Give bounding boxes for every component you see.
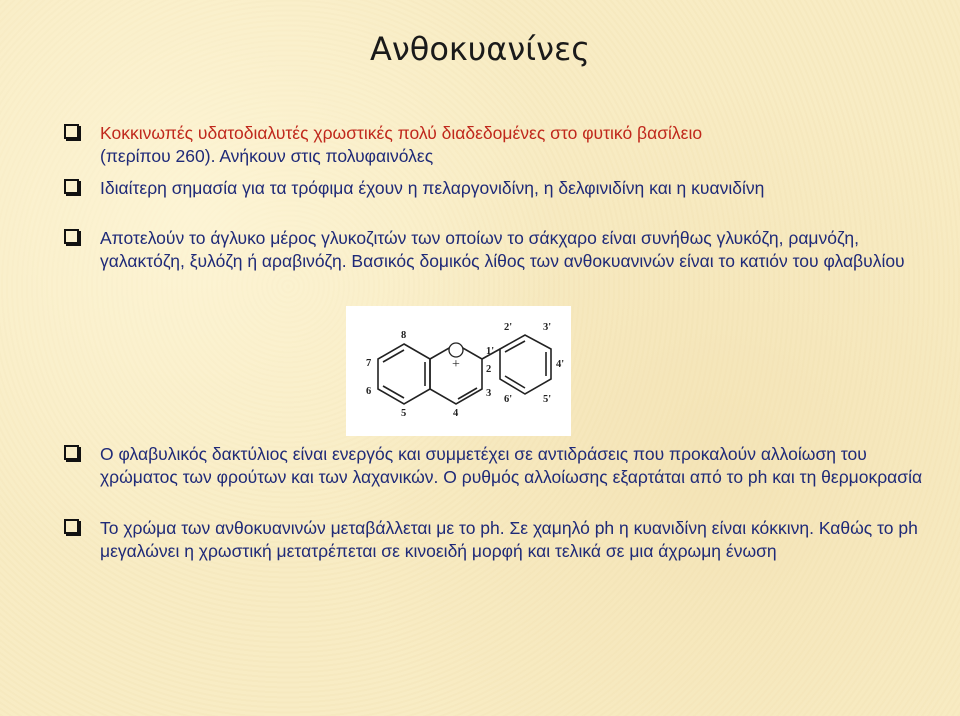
label-3: 3 bbox=[486, 388, 492, 399]
bullet-1 bbox=[64, 122, 924, 168]
bullet-4 bbox=[64, 443, 924, 489]
label-7: 7 bbox=[366, 358, 372, 369]
bullet-2 bbox=[64, 177, 924, 200]
oxygen-atom bbox=[449, 343, 463, 357]
checkbox-bullet-icon bbox=[64, 229, 79, 244]
bullet-1-rest-text: (περίπου 260). Ανήκουν στις πολυφαινόλες bbox=[100, 146, 434, 166]
label-2prime: 2' bbox=[504, 322, 513, 333]
label-plus: + bbox=[452, 357, 460, 372]
flavylium-structure-svg bbox=[346, 306, 571, 436]
bullet-3-text: Αποτελούν το άγλυκο μέρος γλυκοζιτών των οποίων το σάκχαρο είναι συνήθως γλυκόζη, ραμνόζη, γαλακτόζη, ξυλόζη ή αραβινόζη. Βασικός δομικός λίθος των ανθοκυανινών είναι το κατιόν του φλαβυλίου bbox=[100, 228, 905, 271]
label-5: 5 bbox=[401, 408, 407, 419]
bullet-3 bbox=[64, 227, 924, 273]
checkbox-bullet-icon bbox=[64, 445, 79, 460]
bullet-5-text: Το χρώμα των ανθοκυανινών μεταβάλλεται με το ph. Σε χαμηλό ph η κυανιδίνη είναι κόκκινη. Καθώς το ph μεγαλώνει η χρωστική μετατρέπεται σε κινοειδή μορφή και τελικά σε μια άχρωμη ένωση bbox=[100, 518, 918, 561]
flavylium-cation-structure bbox=[346, 306, 571, 436]
bullet-4-text: Ο φλαβυλικός δακτύλιος είναι ενεργός και συμμετέχει σε αντιδράσεις που προκαλούν αλλοίωση του χρώματος των φρούτων και των λαχανικών. Ο ρυθμός αλλοίωσης εξαρτάται από το ph και τη θερμοκρασία bbox=[100, 444, 923, 487]
label-5prime: 5' bbox=[543, 394, 552, 405]
label-1prime: 1' bbox=[486, 346, 495, 357]
checkbox-bullet-icon bbox=[64, 519, 79, 534]
label-8: 8 bbox=[401, 330, 407, 341]
slide-title: Ανθοκυανίνες bbox=[369, 30, 591, 68]
ring-a bbox=[378, 344, 430, 404]
label-4prime: 4' bbox=[556, 359, 565, 370]
label-6prime: 6' bbox=[504, 394, 513, 405]
bullet-1-text bbox=[100, 122, 924, 168]
checkbox-bullet-icon bbox=[64, 179, 79, 194]
bullet-5 bbox=[64, 517, 924, 563]
label-4: 4 bbox=[453, 408, 459, 419]
bullet-1-red-text: Κοκκινωπές υδατοδιαλυτές χρωστικές πολύ διαδεδομένες στο φυτικό βασίλειο bbox=[100, 123, 703, 143]
label-6: 6 bbox=[366, 386, 372, 397]
ring-b bbox=[500, 335, 551, 394]
checkbox-bullet-icon bbox=[64, 124, 79, 139]
label-2: 2 bbox=[486, 364, 492, 375]
label-3prime: 3' bbox=[543, 322, 552, 333]
bullet-2-text: Ιδιαίτερη σημασία για τα τρόφιμα έχουν η πελαργονιδίνη, η δελφινιδίνη και η κυανιδίνη bbox=[100, 178, 765, 198]
